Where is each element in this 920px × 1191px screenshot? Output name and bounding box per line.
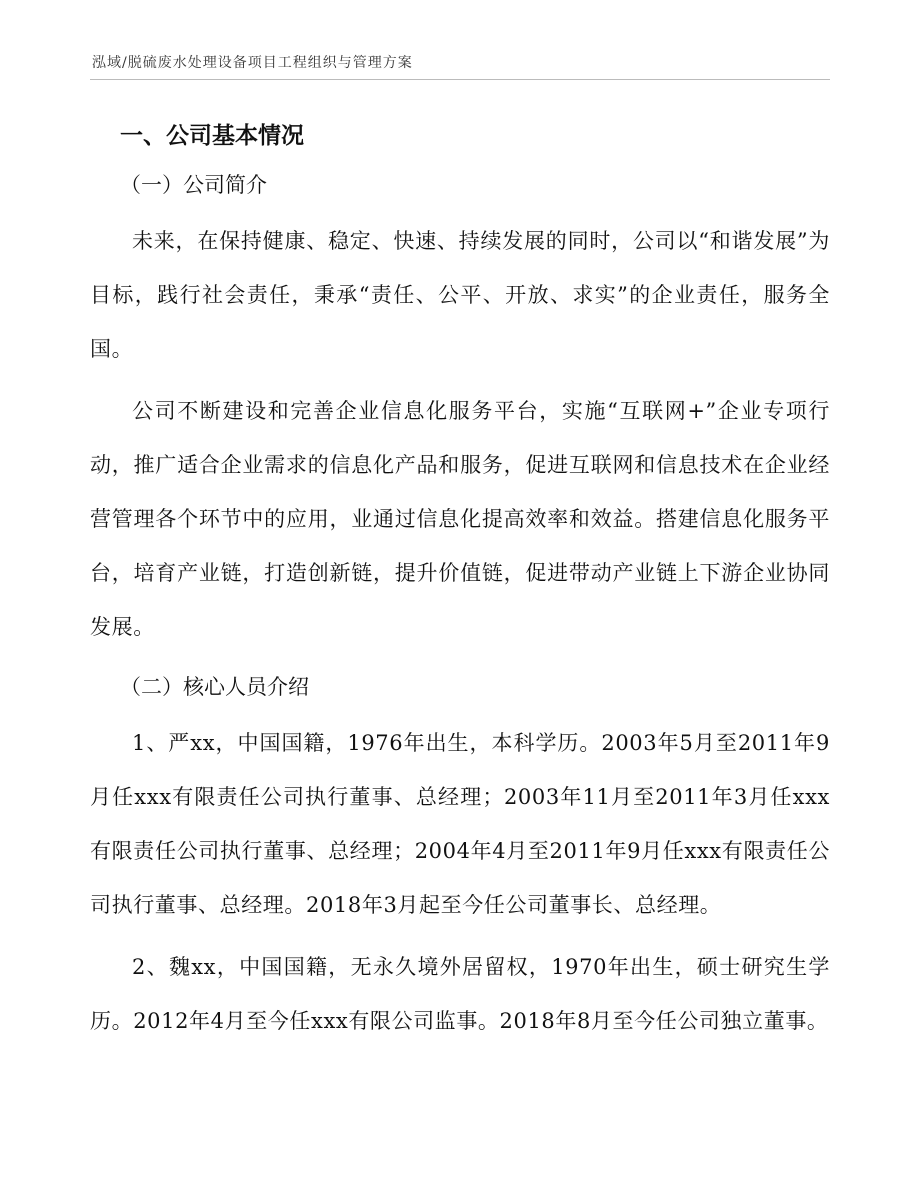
section-heading-company-overview: 一、公司基本情况 (120, 123, 304, 149)
subsection-heading-company-profile: （一）公司简介 (120, 173, 267, 197)
header-rule (90, 79, 830, 80)
paragraph-core-staff-2: 2、魏xx，中国国籍，无永久境外居留权，1970年出生，硕士研究生学历。2012年4月至今任xxx有限公司监事。2018年8月至今任公司独立董事。 (90, 955, 830, 1033)
document-body (90, 112, 830, 1056)
paragraph-company-profile-1: 未来，在保持健康、稳定、快速、持续发展的同时，公司以“和谐发展”为目标，践行社会责任，秉承“责任、公平、开放、求实”的企业责任，服务全国。 (90, 229, 830, 361)
subsection-heading-core-staff: （二）核心人员介绍 (120, 675, 309, 699)
paragraph-company-profile-2: 公司不断建设和完善企业信息化服务平台，实施“互联网+”企业专项行动，推广适合企业需求的信息化产品和服务，促进互联网和信息技术在企业经营管理各个环节中的应用，业通过信息化提高效率和效益。搭建信息化服务平台，培育产业链，打造创新链，提升价值链，促进带动产业链上下游企业协同发展。 (90, 399, 830, 639)
paragraph-core-staff-1: 1、严xx，中国国籍，1976年出生，本科学历。2003年5月至2011年9月任xxx有限责任公司执行董事、总经理；2003年11月至2011年3月任xxx有限责任公司执行董事、总经理；2004年4月至2011年9月任xxx有限责任公司执行董事、总经理。2018年3月起至今任公司董事长、总经理。 (90, 731, 830, 917)
document-header: 泓域/脱硫废水处理设备项目工程组织与管理方案 (92, 55, 413, 71)
